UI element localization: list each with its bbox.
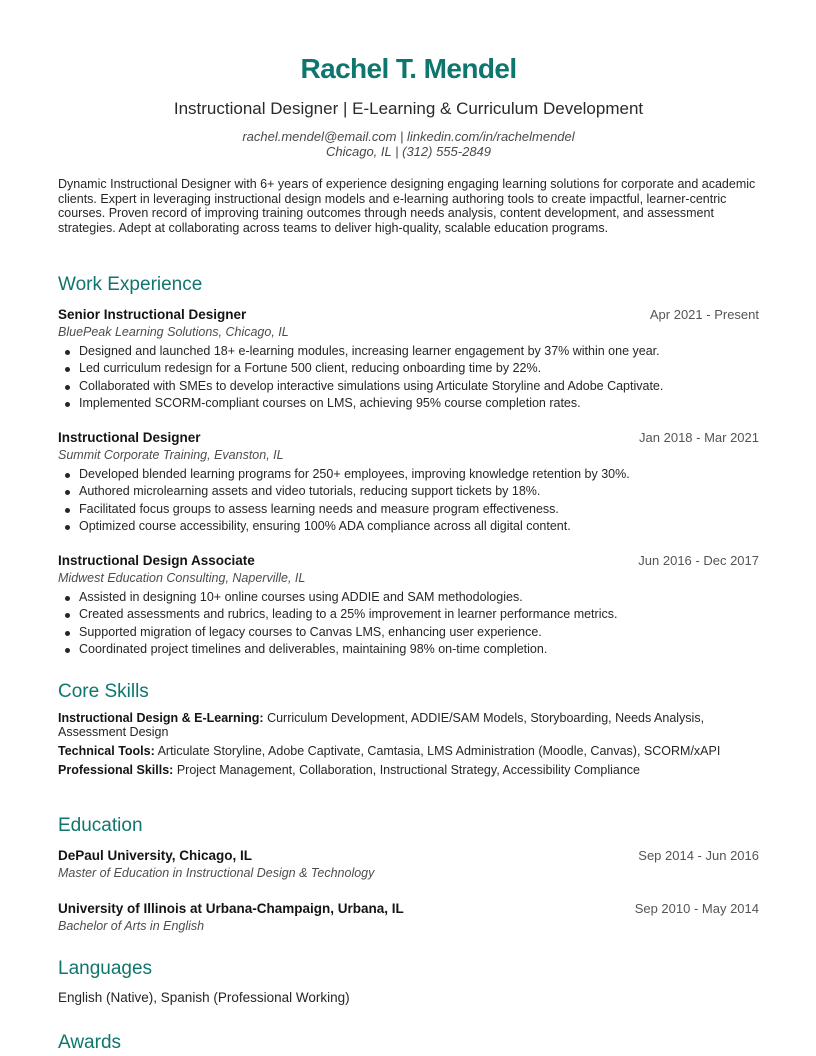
bullet-text: Assisted in designing 10+ online courses using ADDIE and SAM methodologies. [79, 590, 523, 604]
bullet-dot-icon [65, 613, 70, 618]
education-dates: Sep 2014 - Jun 2016 [638, 848, 759, 863]
bullet-dot-icon [65, 508, 70, 513]
job-dates: Jun 2016 - Dec 2017 [638, 553, 759, 568]
bullet-text: Facilitated focus groups to assess learning needs and measure program effectiveness. [79, 501, 559, 516]
section-title-languages: Languages [58, 958, 153, 979]
languages-list: English (Native), Spanish (Professional Working) [58, 990, 350, 1005]
bullet-dot-icon [65, 350, 70, 355]
job-bullets [58, 589, 759, 658]
job-bullets [58, 466, 759, 535]
job-dates: Apr 2021 - Present [649, 307, 759, 322]
bullet-item [79, 624, 759, 641]
bullet-dot-icon [65, 473, 70, 478]
bullet-dot-icon [65, 385, 70, 390]
bullet-dot-icon [65, 596, 70, 601]
section-title-work: Work Experience [58, 274, 203, 295]
bullet-item [79, 641, 759, 658]
skill-line [58, 711, 759, 739]
job-company: BluePeak Learning Solutions, Chicago, IL [58, 325, 289, 339]
bullet-item [79, 501, 759, 518]
bullet-text: Coordinated project timelines and deliverables, maintaining 98% on-time completion. [79, 641, 548, 656]
degree: Master of Education in Instructional Design & Technology [58, 866, 375, 880]
job-entry [58, 430, 759, 535]
contact-line-email-linkedin: rachel.mendel@email.com | linkedin.com/in/rachelmendel [242, 129, 575, 144]
section-title-skills: Core Skills [58, 681, 149, 702]
school-name: DePaul University, Chicago, IL [58, 848, 253, 863]
bullet-text: Collaborated with SMEs to develop interactive simulations using Articulate Storyline and Adobe Captivate. [79, 378, 664, 393]
bullet-item [79, 483, 759, 500]
bullet-item [79, 360, 759, 377]
bullet-text: Implemented SCORM-compliant courses on LMS, achieving 95% course completion rates. [79, 395, 581, 410]
contact-line-location-phone: Chicago, IL | (312) 555-2849 [325, 144, 492, 159]
section-title-awards: Awards [58, 1032, 122, 1053]
bullet-dot-icon [65, 402, 70, 407]
skill-value: Curriculum Development, ADDIE/SAM Models, Storyboarding, Needs Analysis, Assessment Design [58, 711, 705, 739]
bullet-item [79, 606, 759, 623]
bullet-dot-icon [65, 367, 70, 372]
job-title: Instructional Designer [58, 430, 201, 445]
bullet-dot-icon [65, 490, 70, 495]
section-title-education: Education [58, 815, 143, 836]
education-dates: Sep 2010 - May 2014 [634, 901, 759, 916]
bullet-text: Designed and launched 18+ e-learning modules, increasing learner engagement by 37% within one year. [79, 344, 660, 358]
job-entry [58, 553, 759, 658]
job-entry [58, 307, 759, 412]
skill-value: Articulate Storyline, Adobe Captivate, Camtasia, LMS Administration (Moodle, Canvas), SCORM/xAPI [157, 744, 721, 758]
skill-line [58, 744, 759, 758]
bullet-item [79, 518, 759, 535]
skill-label: Technical Tools: [58, 744, 155, 758]
bullet-item [79, 466, 759, 483]
bullet-text: Supported migration of legacy courses to Canvas LMS, enhancing user experience. [79, 624, 542, 639]
job-dates: Jan 2018 - Mar 2021 [639, 430, 759, 445]
education-entry [58, 901, 759, 935]
school-name: University of Illinois at Urbana-Champaign, Urbana, IL [58, 901, 404, 916]
job-bullets [58, 343, 759, 412]
bullet-text: Authored microlearning assets and video tutorials, reducing support tickets by 18%. [79, 484, 541, 499]
bullet-item [79, 378, 759, 395]
education-entry [58, 848, 759, 882]
professional-summary: Dynamic Instructional Designer with 6+ years of experience designing engaging learning solutions for corporate and academic clients. Expert in leveraging instructional design models and e-learning authoring tools to create impactful, learner-centric courses. Proven record of improving training outcomes through needs analysis, content development, and assessment strategies. Adept at collaborating across teams to deliver high-quality, scalable education programs. [58, 177, 756, 235]
job-title: Instructional Design Associate [58, 553, 255, 568]
job-company: Midwest Education Consulting, Naperville, IL [58, 571, 306, 585]
skill-label: Professional Skills: [58, 763, 174, 777]
skill-label: Instructional Design & E-Learning: [58, 711, 264, 725]
bullet-text: Led curriculum redesign for a Fortune 500 client, reducing onboarding time by 22%. [79, 361, 542, 376]
bullet-text: Created assessments and rubrics, leading to a 25% improvement in learner performance metrics. [79, 607, 618, 622]
bullet-dot-icon [65, 631, 70, 636]
candidate-headline: Instructional Designer | E-Learning & Curriculum Development [173, 99, 644, 118]
job-title: Senior Instructional Designer [58, 307, 247, 322]
bullet-text: Optimized course accessibility, ensuring 100% ADA compliance across all digital content. [79, 518, 571, 533]
skill-value: Project Management, Collaboration, Instructional Strategy, Accessibility Compliance [176, 763, 640, 777]
skill-line [58, 763, 759, 777]
degree: Bachelor of Arts in English [58, 919, 205, 933]
bullet-text: Developed blended learning programs for 250+ employees, improving knowledge retention by 30%. [79, 467, 630, 481]
bullet-item [79, 589, 759, 606]
candidate-name: Rachel T. Mendel [300, 53, 517, 84]
job-company: Summit Corporate Training, Evanston, IL [58, 448, 284, 462]
bullet-dot-icon [65, 525, 70, 530]
bullet-dot-icon [65, 648, 70, 653]
bullet-item [79, 395, 759, 412]
skills-list [58, 711, 759, 782]
bullet-item [79, 343, 759, 360]
